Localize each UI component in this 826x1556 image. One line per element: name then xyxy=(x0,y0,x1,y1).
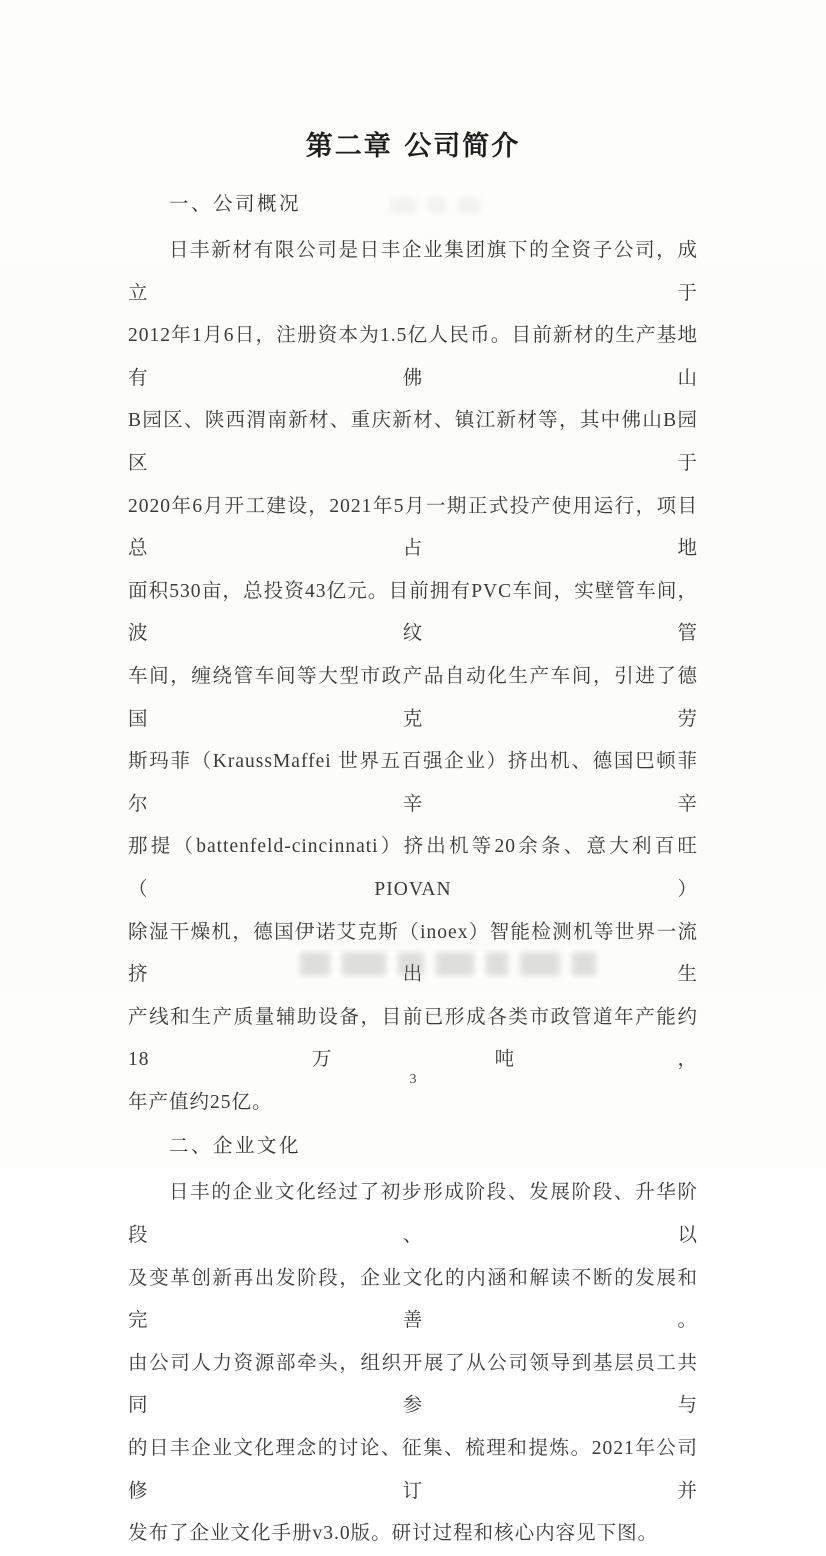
text-line: 2020年6月开工建设，2021年5月一期正式投产使用运行，项目总占地 xyxy=(128,495,698,560)
chapter-title: 第二章 公司简介 xyxy=(305,131,521,162)
text-line: 面积530亩，总投资43亿元。目前拥有PVC车间，实壁管车间，波纹管 xyxy=(128,580,698,645)
page-number: 3 xyxy=(409,1072,417,1087)
text-line: 日丰新材有限公司是日丰企业集团旗下的全资子公司，成立于 xyxy=(128,240,698,304)
text-line: 斯玛菲（KraussMaffei 世界五百强企业）挤出机、德国巴顿菲尔辛辛 xyxy=(128,751,698,815)
document-body xyxy=(128,190,698,1556)
text-line: 产线和生产质量辅助设备，目前已形成各类市政管道年产能约18万吨， xyxy=(128,1006,698,1071)
text-line: 发布了企业文化手册v3.0版。研讨过程和核心内容见下图。 xyxy=(128,1523,659,1545)
text-line: B园区、陕西渭南新材、重庆新材、镇江新材等，其中佛山B园区于 xyxy=(128,410,698,474)
text-line: 除湿干燥机，德国伊诺艾克斯（inoex）智能检测机等世界一流挤出生 xyxy=(128,921,698,986)
text-line: 及变革创新再出发阶段，企业文化的内涵和解读不断的发展和完善。 xyxy=(128,1267,698,1332)
document-section xyxy=(128,190,698,1124)
text-line: 车间，缠绕管车间等大型市政产品自动化生产车间，引进了德国克劳 xyxy=(128,665,698,730)
section-heading: 一、公司概况 xyxy=(169,194,302,215)
text-line: 的日丰企业文化理念的讨论、征集、梳理和提炼。2021年公司修订并 xyxy=(128,1438,698,1502)
text-line: 年产值约25亿。 xyxy=(128,1091,273,1113)
text-line: 由公司人力资源部牵头，组织开展了从公司领导到基层员工共同参与 xyxy=(128,1352,698,1417)
text-line: 那提（battenfeld-cincinnati）挤出机等20余条、意大利百旺（PIOVAN） xyxy=(128,836,698,900)
paragraph xyxy=(128,1172,698,1555)
text-line: 2012年1月6日，注册资本为1.5亿人民币。目前新材的生产基地有佛山 xyxy=(128,325,698,389)
section-heading: 二、企业文化 xyxy=(169,1136,302,1158)
text-line: 日丰的企业文化经过了初步形成阶段、发展阶段、升华阶段、以 xyxy=(128,1182,698,1247)
paragraph xyxy=(128,230,698,1124)
document-section xyxy=(128,1132,698,1555)
